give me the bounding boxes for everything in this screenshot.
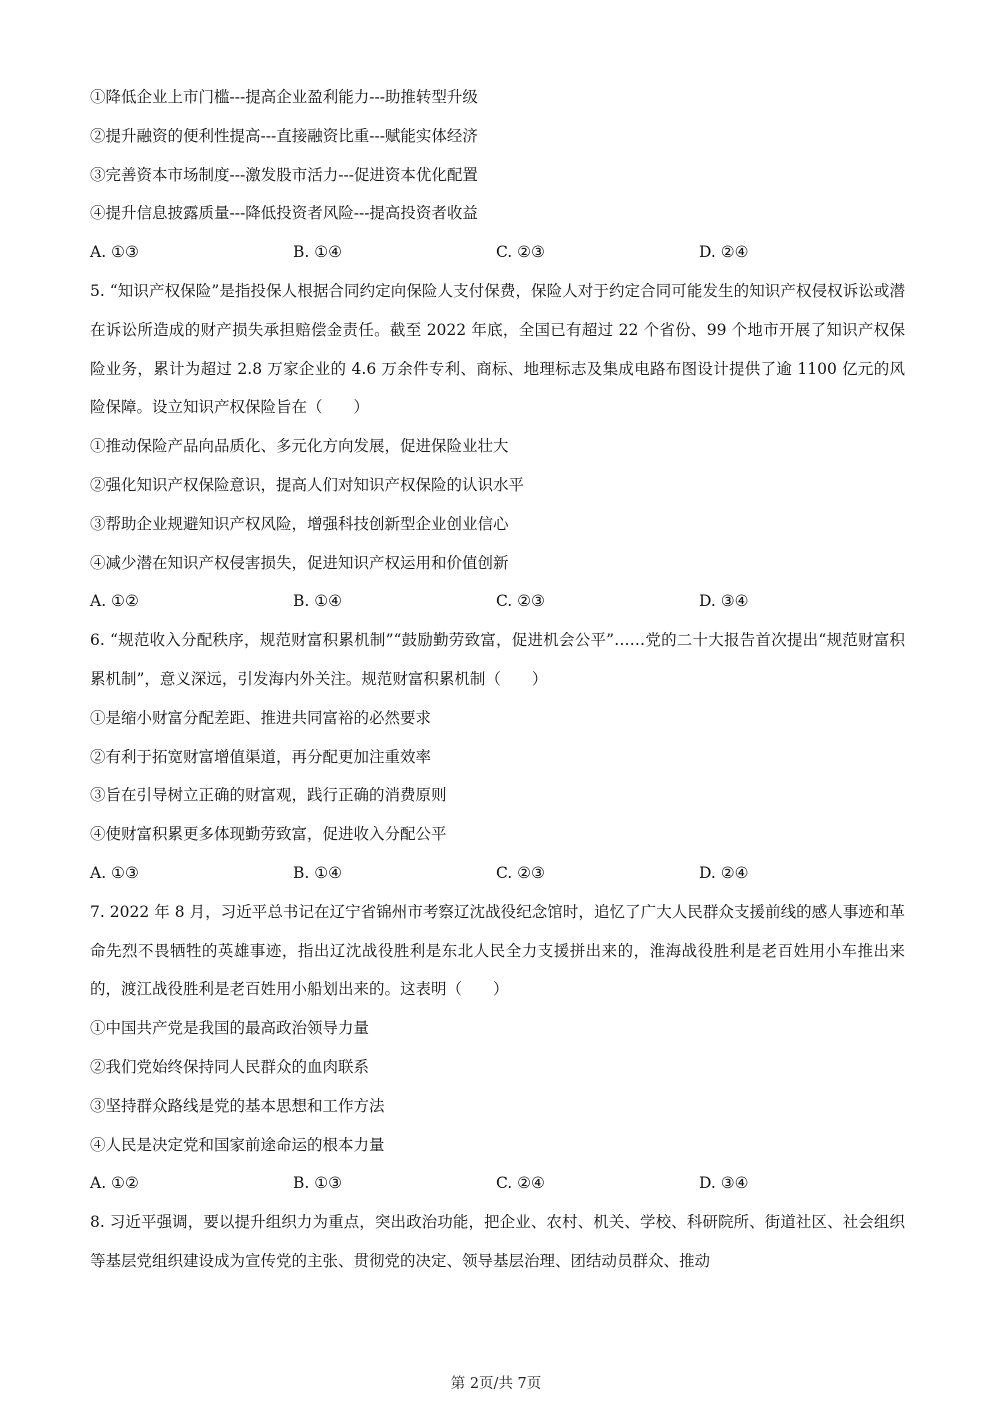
document-content [90, 78, 905, 1281]
question-5-option-1: ①推动保险产品向品质化、多元化方向发展，促进保险业壮大 [90, 437, 509, 456]
question-7-option-2: ②我们党始终保持同人民群众的血肉联系 [90, 1057, 370, 1076]
question-4-choice-b: B. ①④ [293, 243, 343, 262]
question-5-choice-a: A. ①② [90, 592, 139, 611]
question-5-options [90, 427, 905, 582]
question-7-stem: 7. 2022 年 8 月，习近平总书记在辽宁省锦州市考察辽沈战役纪念馆时，追忆了广大人民群众支援前线的感人事迹和革命先烈不畏牺牲的英雄事迹，指出辽沈战役胜利是东北人民全力支援拼出来的，淮海战役胜利是老百姓用小车推出来的，渡江战役胜利是老百姓用小船划出来的。这表明（ ） [90, 902, 905, 999]
question-4-options [90, 78, 905, 233]
question-4-choices [90, 233, 905, 272]
question-4-option-4: ④提升信息披露质量---降低投资者风险---提高投资者收益 [90, 204, 478, 223]
question-5-choice-c: C. ②③ [496, 592, 545, 611]
question-6-option-1: ①是缩小财富分配差距、推进共同富裕的必然要求 [90, 708, 432, 727]
question-6-choice-c: C. ②③ [496, 863, 545, 882]
question-5-option-2: ②强化知识产权保险意识，提高人们对知识产权保险的认识水平 [90, 475, 525, 494]
question-7-option-4: ④人民是决定党和国家前途命运的根本力量 [90, 1135, 385, 1154]
question-4-option-3: ③完善资本市场制度---激发股市活力---促进资本优化配置 [90, 165, 478, 184]
question-6-option-4: ④使财富积累更多体现勤劳致富，促进收入分配公平 [90, 825, 447, 844]
question-7-option-1: ①中国共产党是我国的最高政治领导力量 [90, 1019, 370, 1038]
question-4-choice-a: A. ①③ [90, 243, 139, 262]
question-6-options [90, 699, 905, 854]
question-6-choice-d: D. ②④ [699, 863, 749, 882]
question-8-stem: 8. 习近平强调，要以提升组织力为重点，突出政治功能，把企业、农村、机关、学校、科研院所、街道社区、社会组织等基层党组织建设成为宣传党的主张、贯彻党的决定、领导基层治理、团结动员群众、推动 [90, 1213, 905, 1270]
question-4-choice-d: D. ②④ [699, 243, 749, 262]
question-7-choice-a: A. ①② [90, 1174, 139, 1193]
question-6-choice-a: A. ①③ [90, 863, 139, 882]
question-5-choice-d: D. ③④ [699, 592, 749, 611]
question-7-choice-b: B. ①③ [293, 1174, 343, 1193]
question-5-choices [90, 582, 905, 621]
question-4-choice-c: C. ②③ [496, 243, 545, 262]
question-5-option-4: ④减少潜在知识产权侵害损失，促进知识产权运用和价值创新 [90, 553, 509, 572]
question-7-choice-d: D. ③④ [699, 1174, 749, 1193]
question-7-options [90, 1009, 905, 1164]
question-7-choices [90, 1164, 905, 1203]
question-4-option-1: ①降低企业上市门槛---提高企业盈利能力---助推转型升级 [90, 88, 478, 106]
question-4-option-2: ②提升融资的便利性提高---直接融资比重---赋能实体经济 [90, 126, 478, 145]
question-5-option-3: ③帮助企业规避知识产权风险，增强科技创新型企业创业信心 [90, 514, 509, 533]
question-7-option-3: ③坚持群众路线是党的基本思想和工作方法 [90, 1096, 385, 1115]
question-6-choice-b: B. ①④ [293, 863, 343, 882]
question-6-option-2: ②有利于拓宽财富增值渠道，再分配更加注重效率 [90, 747, 432, 766]
question-5-stem: 5. “知识产权保险”是指投保人根据合同约定向保险人支付保费，保险人对于约定合同可能发生的知识产权侵权诉讼或潜在诉讼所造成的财产损失承担赔偿金责任。截至 2022 年底，全国已有超过 22 个省份、99 个地市开展了知识产权保险业务，累计为超过 2.8 万家企业的 4.6 万余件专利、商标、地理标志及集成电路布图设计提供了逾 1100 亿元的风险保障。设立知识产权保险旨在（ ） [90, 281, 905, 417]
question-6-option-3: ③旨在引导树立正确的财富观，践行正确的消费原则 [90, 786, 447, 805]
question-5-choice-b: B. ①④ [293, 592, 343, 611]
question-6-choices [90, 854, 905, 893]
question-6-stem: 6. “规范收入分配秩序，规范财富积累机制”“鼓励勤劳致富，促进机会公平”……党的二十大报告首次提出“规范财富积累机制”，意义深远，引发海内外关注。规范财富积累机制（ ） [90, 631, 905, 688]
page-number-footer: 第 2页/共 7页 [450, 1376, 542, 1392]
question-7-choice-c: C. ②④ [496, 1174, 545, 1193]
